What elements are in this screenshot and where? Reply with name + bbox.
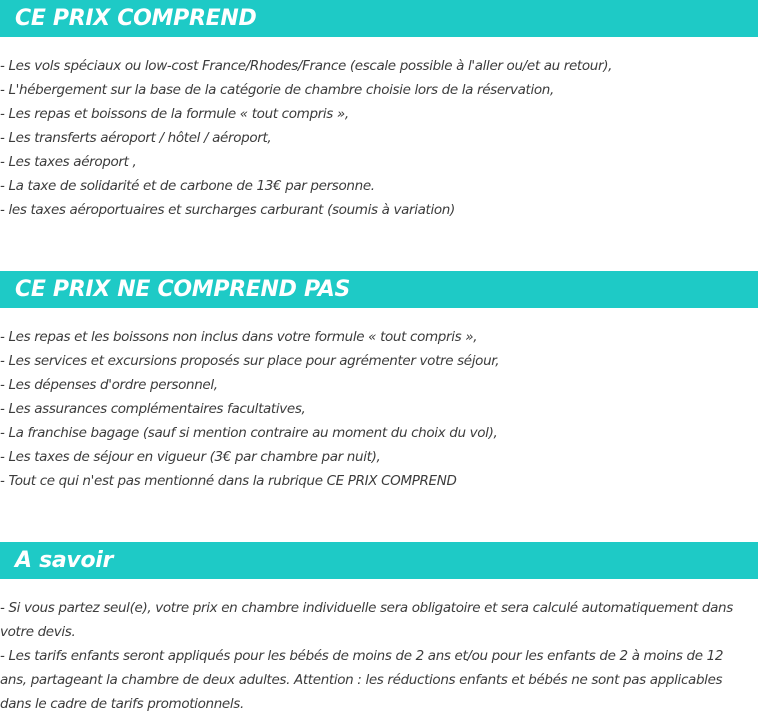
section-title-not-included: CE PRIX NE COMPREND PAS (15, 277, 351, 302)
list-item: - Les repas et boissons de la formule « tout compris », (0, 106, 349, 122)
list-item: - La taxe de solidarité et de carbone de 13€ par personne. (0, 178, 375, 194)
list-item: - L'hébergement sur la base de la catégorie de chambre choisie lors de la réservation, (0, 82, 554, 98)
list-item: - Les transferts aéroport / hôtel / aéroport, (0, 130, 272, 146)
not-included-list (0, 325, 758, 493)
list-item: - Les dépenses d'ordre personnel, (0, 377, 218, 393)
list-item: - Les taxes aéroport , (0, 154, 137, 170)
list-item: - Les vols spéciaux ou low-cost France/Rhodes/France (escale possible à l'aller ou/et au retour), (0, 58, 613, 74)
list-item: - Les taxes de séjour en vigueur (3€ par chambre par nuit), (0, 449, 381, 465)
section-title-good-to-know: A savoir (15, 548, 114, 573)
list-item: - les taxes aéroportuaires et surcharges carburant (soumis à variation) (0, 202, 455, 218)
section-header-not-included (0, 271, 758, 308)
list-item: - Tout ce qui n'est pas mentionné dans la rubrique CE PRIX COMPREND (0, 473, 457, 489)
list-item: - Les services et excursions proposés sur place pour agrémenter votre séjour, (0, 353, 500, 369)
included-list (0, 54, 758, 222)
section-header-good-to-know (0, 542, 758, 579)
list-item: - Les assurances complémentaires facultatives, (0, 401, 306, 417)
list-item: - Les tarifs enfants seront appliqués pour les bébés de moins de 2 ans et/ou pour les enfants de 2 à moins de 12 ans, partageant la chambre de deux adultes. Attention : les réductions enfants et bébés ne sont pas applicables dans le cadre de tarifs promotionnels. (0, 648, 724, 712)
list-item: - La franchise bagage (sauf si mention contraire au moment du choix du vol), (0, 425, 498, 441)
good-to-know-list (0, 596, 758, 716)
list-item: - Les repas et les boissons non inclus dans votre formule « tout compris », (0, 329, 478, 345)
section-title-included: CE PRIX COMPREND (15, 6, 257, 31)
list-item: - Si vous partez seul(e), votre prix en chambre individuelle sera obligatoire et sera calculé automatiquement dans votre devis. (0, 600, 733, 640)
section-header-included (0, 0, 758, 37)
